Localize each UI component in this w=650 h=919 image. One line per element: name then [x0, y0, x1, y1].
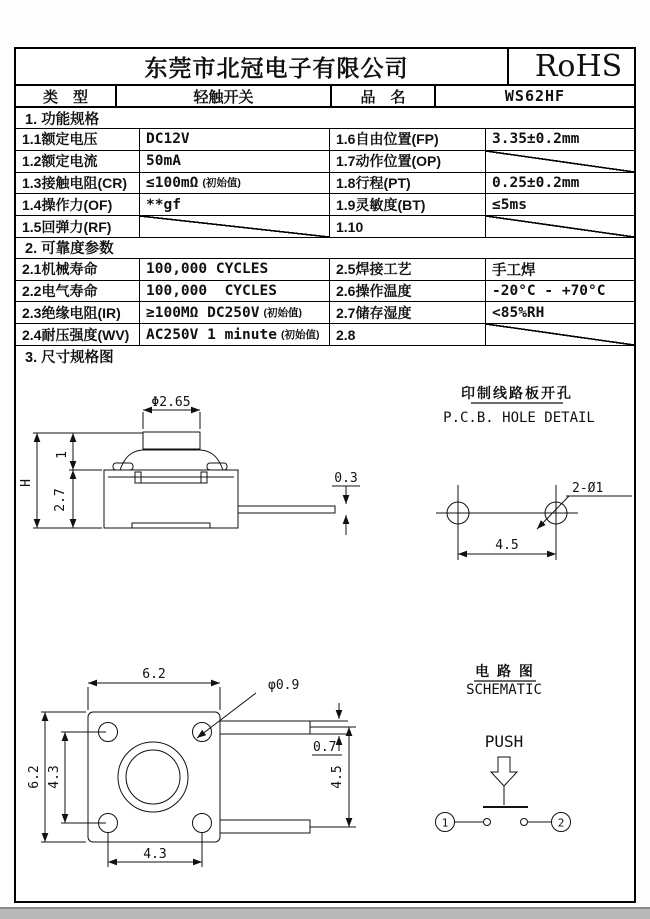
spec-value: [139, 281, 329, 302]
section1-title: 1. 功能规格: [16, 108, 634, 129]
spec-value-text: ≥100MΩ DC250V: [146, 304, 260, 321]
spec-value-text: -20°C - +70°C: [492, 283, 606, 300]
lead-thickness-dim: 0.3: [334, 471, 358, 486]
spec-value-text: ≤5ms: [492, 196, 527, 213]
spec-value: [139, 151, 329, 172]
section3-title: 3. 尺寸规格图: [25, 349, 114, 366]
push-label: PUSH: [484, 732, 524, 751]
spec-row: [16, 151, 634, 173]
schematic-title-en: SCHEMATIC: [466, 682, 542, 698]
spec-row: [16, 324, 634, 346]
product-name-label: 品 名: [330, 86, 434, 106]
spec-label: 1.3接触电阻(CR): [22, 174, 128, 191]
spec-row: [16, 129, 634, 151]
spec-label: 2.4耐压强度(WV): [22, 326, 130, 343]
spec-value-empty: [485, 151, 634, 172]
spec-value-text: 50mA: [146, 153, 181, 170]
spec-value-text: 0.25±0.2mm: [492, 174, 580, 191]
type-value: 轻触开关: [115, 86, 330, 106]
initial-value-note: (初始值): [263, 307, 302, 320]
post-pitch-h-dim: 4.3: [143, 847, 167, 862]
dome-height-dim: 1: [55, 451, 70, 459]
hole-pitch-dim: 4.5: [495, 538, 519, 553]
spec-row: [16, 194, 634, 216]
initial-value-note: (初始值): [202, 177, 241, 190]
spec-value-empty: [139, 216, 329, 237]
spec-value: [485, 281, 634, 302]
spec-value: [139, 173, 329, 194]
spec-value: [139, 324, 329, 345]
spec-label: 1.5回弹力(RF): [22, 218, 112, 235]
rohs-badge: RoHS: [507, 49, 634, 84]
spec-label: 2.7储存湿度: [329, 302, 485, 323]
spec-value-text: **gf: [146, 196, 181, 213]
body-width-dim: 6.2: [142, 667, 166, 682]
spec-label: 1.6自由位置(FP): [329, 129, 485, 150]
top-view-drawing: [41, 683, 356, 867]
spec-value-text: DC12V: [146, 131, 190, 148]
spec-label: 1.1额定电压: [22, 131, 98, 148]
spec-value-text: <85%RH: [492, 304, 545, 321]
spec-value-empty: [485, 216, 634, 237]
pcb-title-cn: 印制线路板开孔: [461, 385, 573, 401]
spec-label: 1.9灵敏度(BT): [329, 194, 485, 215]
spec-value: [139, 194, 329, 215]
spec-label: 2.8: [329, 324, 485, 345]
pin2-label: 2: [557, 816, 565, 830]
pin1-label: 1: [441, 816, 449, 830]
lead-width-dim: 0.7: [313, 740, 337, 755]
spec-value: [485, 259, 634, 280]
page-bottom-scan-edge: [0, 907, 650, 919]
spec-label: 1.2额定电流: [22, 153, 98, 170]
dimension-drawings: [16, 367, 634, 901]
pcb-title-en: P.C.B. HOLE DETAIL: [443, 410, 595, 426]
lead-pitch-dim: 4.5: [330, 765, 345, 789]
spec-label: 1.4操作力(OF): [22, 196, 113, 213]
body-height-dim: 2.7: [53, 488, 68, 512]
spec-value-text: 手工焊: [492, 262, 536, 279]
hole-count-dim: 2-Ø1: [572, 481, 604, 496]
spec-value: [139, 259, 329, 280]
spec-value: [139, 302, 329, 323]
type-row: [16, 86, 634, 108]
spec-value-text: 100,000 CYCLES: [146, 261, 269, 278]
side-view-drawing: [33, 410, 360, 535]
spec-value-text: AC250V 1 minute: [146, 326, 277, 343]
button-diameter-dim: Φ2.65: [151, 395, 191, 410]
spec-value-text: ≤100mΩ: [146, 174, 199, 191]
spec-row: [16, 216, 634, 238]
spec-label: 2.1机械寿命: [22, 261, 98, 278]
spec-value-text: 100,000 CYCLES: [146, 283, 277, 300]
spec-value: [485, 302, 634, 323]
type-label: 类 型: [42, 88, 88, 106]
post-diameter-dim: φ0.9: [268, 678, 300, 693]
product-name-value: WS62HF: [434, 86, 634, 106]
spec-value: [485, 129, 634, 150]
spec-value-empty: [485, 324, 634, 345]
height-dim: H: [19, 479, 34, 487]
spec-label: 2.5焊接工艺: [329, 259, 485, 280]
spec-value: [139, 129, 329, 150]
spec-label: 2.6操作温度: [329, 281, 485, 302]
spec-label: 1.7动作位置(OP): [329, 151, 485, 172]
spec-label: 1.10: [329, 216, 485, 237]
company-name: 东莞市北冠电子有限公司: [144, 55, 409, 81]
section2-title: 2. 可靠度参数: [16, 238, 634, 259]
spec-value: [485, 194, 634, 215]
spec-label: 2.3绝缘电阻(IR): [22, 304, 121, 321]
spec-value: [485, 173, 634, 194]
header-row: [16, 49, 634, 86]
body-height-top-dim: 6.2: [27, 765, 42, 789]
schematic-drawing: [436, 681, 571, 832]
post-pitch-v-dim: 4.3: [47, 765, 62, 789]
spec-row: [16, 281, 634, 303]
spec-row: [16, 259, 634, 281]
spec-row: [16, 302, 634, 324]
schematic-title-cn: 电 路 图: [475, 663, 535, 679]
spec-row: [16, 173, 634, 195]
spec-label: 2.2电气寿命: [22, 283, 98, 300]
spec-label: 1.8行程(PT): [329, 173, 485, 194]
initial-value-note: (初始值): [280, 329, 320, 342]
spec-value-text: 3.35±0.2mm: [492, 131, 580, 148]
